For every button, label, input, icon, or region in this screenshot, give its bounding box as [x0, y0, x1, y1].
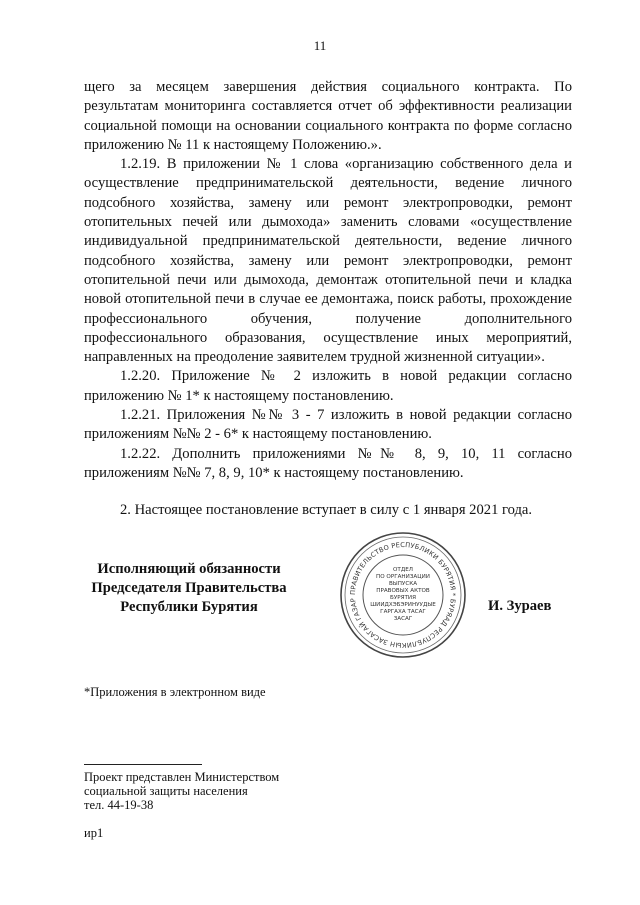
- paragraph-1-2-21: 1.2.21. Приложения №№ 3 - 7 изложить в новой редакции согласно приложениям №№ 2 - 6* к настоящему постановлению.: [84, 407, 572, 443]
- document-body: [84, 78, 572, 521]
- paragraph-1-2-19: 1.2.19. В приложении № 1 слова «организацию собственного дела и осуществление предпринимательской деятельности, ведение личного подсобного хозяйства, замену или ремонт электропроводки, ремонт отопительных печей или дымохода» заменить словами «осуществление индивидуальной предпринимательской деятельности, ведение личного подсобного хозяйства, замену или ремонт электропроводки, ремонт отопительной печи или дымохода, демонтаж отопительной печи и кладка новой отопительной печи в случае ее демонтажа, поиск работы, прохождение профессионального обучения, получение дополнительного профессионального образования, осуществление иных мероприятий, направленных на преодоление заявителем трудной жизненной ситуации».: [84, 156, 572, 366]
- signatory-title-line3: Республики Бурятия: [120, 599, 258, 615]
- seal-ring-text: ПРАВИТЕЛЬСТВО РЕСПУБЛИКИ БУРЯТИЯ * БУРЯАД РЕСПУБЛИКЫН ЗАСАГАЙ ГАЗАР: [348, 540, 458, 650]
- seal-line-3: ВЫПУСКА: [388, 581, 418, 587]
- footer-line2: социальной защиты населения: [84, 784, 248, 798]
- attachment-note: *Приложения в электронном виде: [84, 685, 266, 699]
- paragraph-1-2-20: 1.2.20. Приложение № 2 изложить в новой редакции согласно приложению № 1* к настоящему постановлению.: [84, 368, 572, 404]
- seal-line-7: ГАРГАХА ТАСАГ: [380, 609, 426, 615]
- seal-line-2: ПО ОРГАНИЗАЦИИ: [376, 574, 430, 580]
- document-code: ир1: [84, 826, 104, 840]
- signatory-name: И. Зураев: [488, 598, 552, 614]
- page-number: 11: [313, 38, 327, 53]
- official-seal: [338, 530, 468, 660]
- paragraph-1-2-22: 1.2.22. Дополнить приложениями №№ 8, 9, 10, 11 согласно приложениям №№ 7, 8, 9, 10* к настоящему постановлению.: [84, 445, 572, 481]
- paragraph-continuation: щего за месяцем завершения действия социального контракта. По результатам мониторинга составляется отчет об эффективности реализации социальной помощи на основании социального контракта по форме согласно приложению № 11 к настоящему Положению.».: [84, 79, 572, 153]
- seal-line-6: ШИИДХЭБЭРИНУУДЫЕ: [370, 602, 436, 608]
- seal-line-8: ЗАСАГ: [393, 616, 413, 622]
- footer-divider: [84, 764, 202, 765]
- final-clause: 2. Настоящее постановление вступает в силу с 1 января 2021 года.: [120, 502, 533, 519]
- seal-line-1: ОТДЕЛ: [393, 567, 413, 573]
- seal-line-4: ПРАВОВЫХ АКТОВ: [376, 588, 430, 594]
- footer-line1: Проект представлен Министерством: [84, 770, 280, 784]
- signatory-title-line2: Председателя Правительства: [91, 580, 287, 596]
- signatory-title-line1: Исполняющий обязанности: [97, 561, 281, 577]
- footer-info: [84, 770, 279, 812]
- seal-line-5: БУРЯТИЯ: [390, 595, 416, 601]
- signatory-title: [84, 560, 294, 617]
- footer-line3: тел. 44-19-38: [84, 798, 154, 812]
